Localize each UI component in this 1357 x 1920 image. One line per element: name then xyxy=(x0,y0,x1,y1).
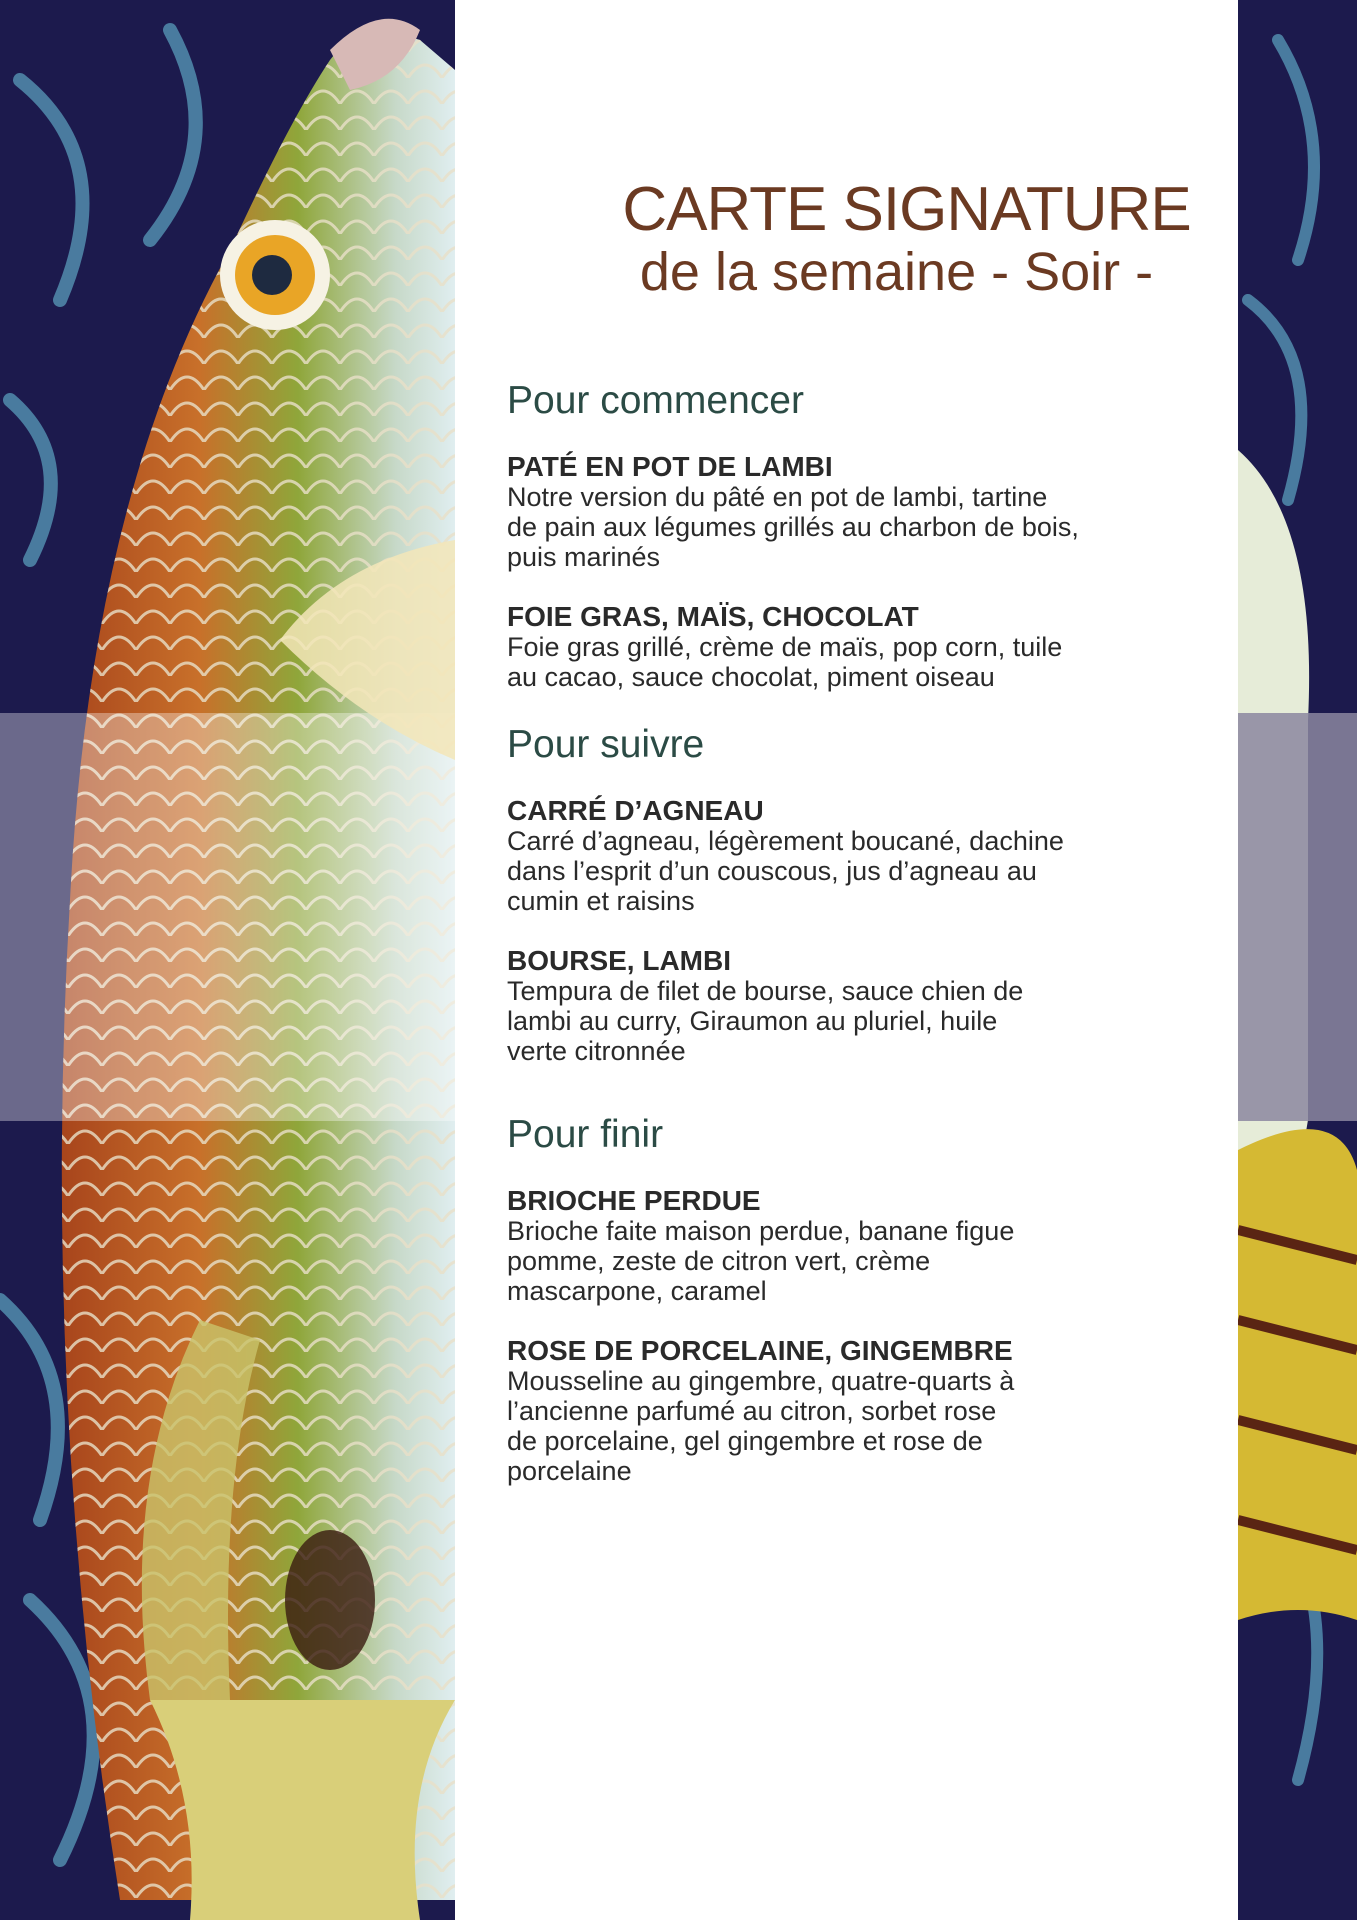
fish-fin-icon xyxy=(1238,0,1357,1920)
dish-item xyxy=(507,602,1107,692)
dish-item xyxy=(507,452,1107,572)
dish-description: Mousseline au gingembre, quatre-quarts à l’ancienne parfumé au citron, sorbet rose de porcelaine, gel gingembre et rose de porcelaine xyxy=(507,1366,1015,1486)
title-line-1: CARTE SIGNATURE xyxy=(622,175,1191,244)
dish-description: Carré d’agneau, légèrement boucané, dachine dans l’esprit d’un couscous, jus d’agneau au cumin et raisins xyxy=(507,826,1064,916)
section-title: Pour suivre xyxy=(507,723,705,766)
section-desserts xyxy=(507,1112,1107,1486)
dish-description: Foie gras grillé, crème de maïs, pop corn, tuile au cacao, sauce chocolat, piment oiseau xyxy=(507,632,1063,692)
menu-content xyxy=(507,378,1107,1516)
title-line-2: de la semaine - Soir - xyxy=(639,242,1154,302)
dish-item xyxy=(507,796,1107,916)
dish-description: Notre version du pâté en pot de lambi, tartine de pain aux légumes grillés au charbon de bois, puis marinés xyxy=(507,482,1079,572)
dish-name: ROSE DE PORCELAINE, GINGEMBRE xyxy=(507,1335,1013,1366)
section-title: Pour finir xyxy=(507,1113,664,1156)
dish-description: Brioche faite maison perdue, banane figue pomme, zeste de citron vert, crème mascarpone, caramel xyxy=(507,1216,1015,1306)
section-title: Pour commencer xyxy=(507,379,804,422)
dish-name: BOURSE, LAMBI xyxy=(507,945,731,976)
section-mains xyxy=(507,722,1107,1066)
dish-item xyxy=(507,946,1107,1066)
dish-description: Tempura de filet de bourse, sauce chien de lambi au curry, Giraumon au pluriel, huile verte citronnée xyxy=(507,976,1024,1066)
fish-icon xyxy=(0,0,455,1920)
dish-name: PATÉ EN POT DE LAMBI xyxy=(507,451,833,482)
fish-illustration-right xyxy=(1238,0,1357,1920)
dish-name: BRIOCHE PERDUE xyxy=(507,1185,761,1216)
page-title xyxy=(455,176,1238,300)
menu-panel xyxy=(455,0,1238,1920)
fish-illustration-left xyxy=(0,0,455,1920)
dish-item xyxy=(507,1336,1107,1486)
section-starters xyxy=(507,378,1107,692)
dish-name: CARRÉ D’AGNEAU xyxy=(507,795,764,826)
dish-item xyxy=(507,1186,1107,1306)
dish-name: FOIE GRAS, MAÏS, CHOCOLAT xyxy=(507,601,919,632)
